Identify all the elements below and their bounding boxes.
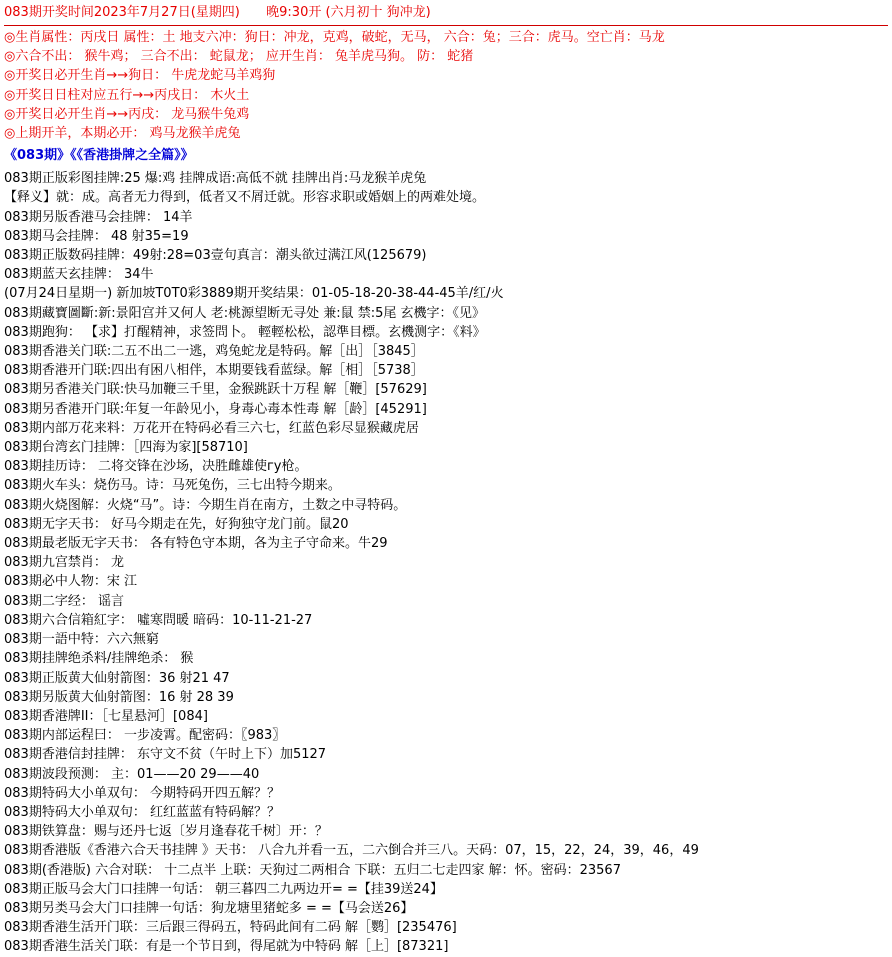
content-row: 083期九宫禁肖： 龙 xyxy=(4,555,124,571)
content-row: 083期香港牌II：［七星悬河］[084] xyxy=(4,708,208,724)
attribute-line-6: ◎上期开羊，本期必开： 鸡马龙猴羊虎兔 xyxy=(4,126,241,142)
draw-time-detail: 晚9:30开 (六月初十 狗冲龙) xyxy=(266,5,431,20)
content-row: 083期(香港版) 六合对联： 十二点半 上联：天狗过二两相合 下联：五归二七走四家 解：怀。密码：23567 xyxy=(4,862,621,878)
content-row: 083期藏寶圖斷:新:景阳宫并又何人 老:桃源望断无寻处 兼:鼠 禁:5尾 玄機字：《见》 xyxy=(4,305,486,321)
content-row: 083期铁算盘：赐与还丹七返〔岁月逢春花千树〕开：？ xyxy=(4,824,328,840)
section-title xyxy=(4,145,888,167)
content-row: 083期无字天书： 好马今期走在先，好狗独守龙门前。鼠20 xyxy=(4,516,349,532)
content-row: 083期必中人物：宋 江 xyxy=(4,574,137,590)
divider-top xyxy=(4,25,888,26)
content-row: 083期香港信封挂牌： 东守文不贫（午时上下）加5127 xyxy=(4,747,327,763)
content-row: 083期六合信箱紅字： 噓寒問暖 暗码：10-11-21-27 xyxy=(4,612,313,628)
content-row: 083期火车头：烧伤马。诗：马死兔伤，三七出特今期来。 xyxy=(4,478,341,494)
content-row: 083期正版彩图挂牌:25 爆:鸡 挂牌成语:高低不就 挂牌出肖:马龙猴羊虎兔 xyxy=(4,171,427,187)
draw-time-text: 083期开奖时间2023年7月27日(星期四) xyxy=(4,5,240,20)
content-row: 【释义】就：成。高者无力得到，低者又不屑迁就。形容求职或婚姻上的两难处境。 xyxy=(4,190,486,206)
content-row: 083期挂历诗： 二将交锋在沙场，决胜雌雄使гу枪。 xyxy=(4,459,308,475)
content-row: 083期一語中特：六六無窮 xyxy=(4,632,159,648)
content-row: 083期正版马会大门口挂牌一句话： 朝三暮四二九两边开= =【挂39送24】 xyxy=(4,881,443,897)
content-row: 083期香港开门联:四出有困八相伴，本期要钱看蓝绿。解［相］［5738］ xyxy=(4,363,424,379)
attribute-line-2: ◎六合不出： 猴牛鸡； 三合不出： 蛇鼠龙； 应开生肖： 兔羊虎马狗。 防： 蛇猪 xyxy=(4,49,474,65)
content-row: 083期马会挂牌： 48 射35=19 xyxy=(4,228,189,244)
content-row: 083期蓝天玄挂牌： 34牛 xyxy=(4,267,154,283)
content-row: 083期香港生活关门联：有是一个节日到，得尾就为中特码 解［上］[87321] xyxy=(4,939,449,955)
attribute-line-3: ◎开奖日必开生肖→→狗日： 牛虎龙蛇马羊鸡狗 xyxy=(4,68,276,84)
content-row: 083期香港生活开门联：三后跟三得码五，特码此间有二码 解［鹦］[235476] xyxy=(4,920,457,936)
content-row: (07月24日星期一) 新加坡T0T0彩3889期开奖结果：01-05-18-20-38-44-45羊/红/火 xyxy=(4,286,504,302)
content-row: 083期火烧图解：火烧“马”。诗：今期生肖在南方，土数之中寻特码。 xyxy=(4,497,407,513)
content-row: 083期另版黄大仙射箭图：16 射 28 39 xyxy=(4,689,234,705)
content-row: 083期正版黄大仙射箭图：36 射21 47 xyxy=(4,670,230,686)
content-row: 083期另版香港马会挂牌： 14羊 xyxy=(4,209,193,225)
content-row: 083期二字经： 谣言 xyxy=(4,593,124,609)
section-title-text: 《083期》《《香港掛牌之全篇》》 xyxy=(4,148,194,164)
attribute-line-1: ◎生肖属性：丙戌日 属性：土 地支六冲：狗日：冲龙，克鸡，破蛇，无马， 六合：兔；三合：虎马。空亡肖：马龙 xyxy=(4,30,665,45)
content-row: 083期特码大小单双句： 红红蓝蓝有特码解？？ xyxy=(4,804,280,820)
content-row: 083期内部运程曰： 一步凌霄。配密码：〖983〗 xyxy=(4,728,286,744)
content-row: 083期内部万花来料：万花开在特码必看三六七，红蓝色彩尽显猴藏虎居 xyxy=(4,420,419,436)
content-row: 083期另类马会大门口挂牌一句话：狗龙塘里猪蛇多 = =【马会送26】 xyxy=(4,900,414,916)
draw-time-line xyxy=(4,3,888,23)
content-row: 083期香港版《香港六合天书挂牌 》天书： 八合九并看一五，二六倒合并三八。天码：07，15，22，24，39，46，49 xyxy=(4,843,699,859)
content-row: 083期香港关门联:二五不出二一逃，鸡兔蛇龙是特码。解［出］［3845］ xyxy=(4,344,424,360)
content-row: 083期另香港关门联:快马加鞭三千里，金猴跳跃十万程 解［鞭］[57629] xyxy=(4,382,427,398)
content-row: 083期跑狗： 【求】打醒精神，求签問卜。 輕輕松松，認準目標。玄機测字：《料》 xyxy=(4,324,486,340)
attribute-line-5: ◎开奖日必开生肖→→丙戌： 龙马猴牛兔鸡 xyxy=(4,106,250,122)
content-row: 083期台湾玄门挂牌：［四海为家][58710] xyxy=(4,440,248,456)
content-row: 083期波段预测： 主：01——20 29——40 xyxy=(4,766,260,782)
content-row: 083期最老版无字天书： 各有特色守本期，各为主子守命来。牛29 xyxy=(4,536,388,552)
content-row: 083期挂牌绝杀料/挂牌绝杀： 猴 xyxy=(4,651,194,667)
attribute-line-4: ◎开奖日日柱对应五行→→丙戌日： 木火土 xyxy=(4,87,250,103)
content-row: 083期正版数码挂牌：49射:28=03壹句真言：潮头欲过满江风(125679) xyxy=(4,248,427,264)
content-row: 083期另香港开门联:年复一年龄见小，身毒心毒本性毒 解［龄］[45291] xyxy=(4,401,427,417)
content-rows xyxy=(4,169,888,956)
content-row: 083期特码大小单双句： 今期特码开四五解？？ xyxy=(4,785,280,801)
